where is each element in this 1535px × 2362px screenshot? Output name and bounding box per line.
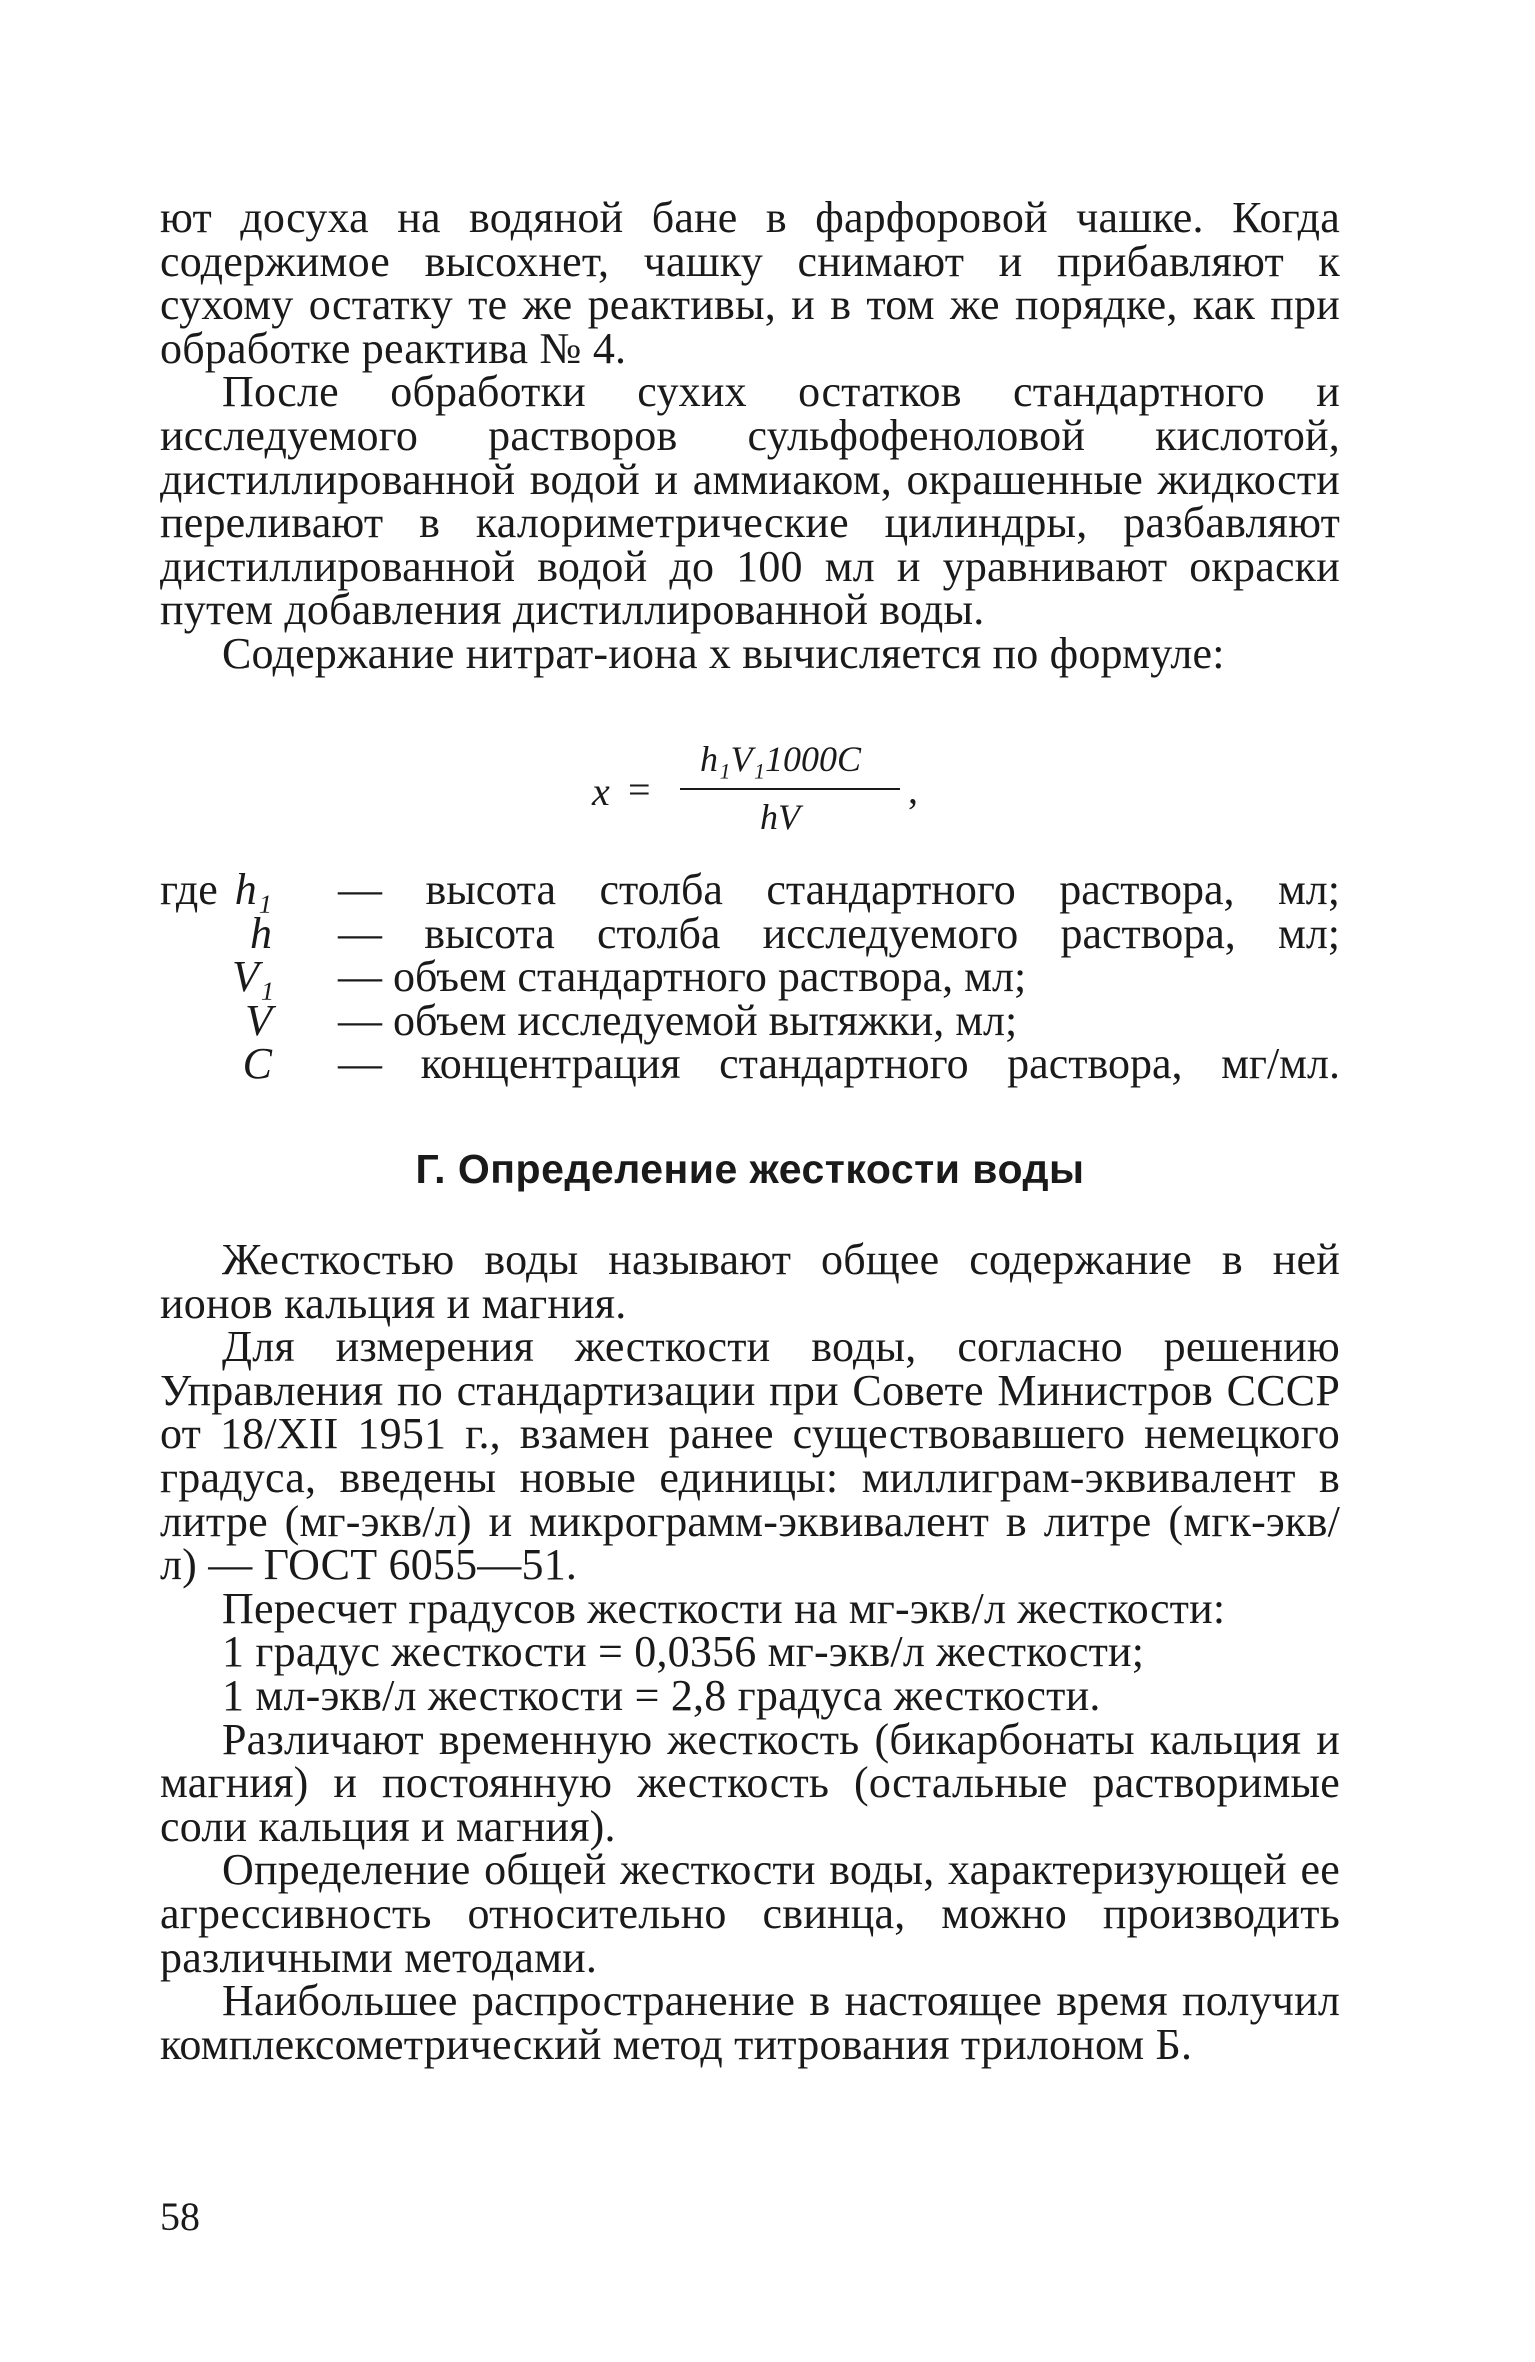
paragraph-conversion: Пересчет градусов жесткости на мг-экв/л жесткости: — [222, 1583, 1226, 1633]
paragraph-nitrate-content: Содержание нитрат-иона x вычисляется по формуле: — [222, 628, 1225, 678]
definition-row — [160, 865, 1340, 914]
body-bottom — [160, 1235, 1340, 2069]
variable-definitions — [160, 865, 1340, 1089]
formula-denominator: hV — [760, 797, 800, 837]
definition-symbol: h — [250, 908, 272, 958]
definition-symbol: V₁ — [232, 952, 275, 1002]
definition-row — [160, 1039, 1340, 1089]
where-lead: где — [160, 865, 218, 914]
paragraph-processing: После обработки сухих остатков стандартного и исследуемого растворов сульфофеноловой кислотой, дистиллированной водой и аммиаком, окрашенные жидкости переливают в калориметрические цилиндры, разбавляют дистиллированной водой до 100 мл и уравнивают окраски путем добавления дистиллированной воды. — [160, 367, 1340, 635]
formula-comma: , — [908, 767, 918, 812]
formula-numerator: h₁V₁1000C — [700, 739, 862, 779]
definition-text: — высота столба исследуемого раствора, мл; — [338, 908, 1340, 958]
body-top — [160, 193, 1340, 678]
page-number: 58 — [160, 2194, 200, 2239]
section-heading: Г. Определение жесткости воды — [415, 1146, 1085, 1192]
definition-symbol: h₁ — [234, 865, 272, 914]
formula-equals: = — [628, 767, 651, 812]
paragraph-methods: Определение общей жесткости воды, характеризующей ее агрессивность относительно свинца, можно производить различными методами. — [160, 1845, 1340, 1982]
definition-text: — объем исследуемой вытяжки, мл; — [338, 995, 1018, 1045]
definition-row — [160, 952, 1340, 1002]
definition-symbol: V — [245, 995, 272, 1045]
paragraph-complexometric: Наибольшее распространение в настоящее время получил комплексометрический метод титрования трилоном Б. — [160, 1976, 1340, 2069]
paragraph-continuation: ют досуха на водяной бане в фарфоровой чашке. Когда содержимое высохнет, чашку снимают и прибавляют к сухому остатку те же реактивы, и в том же порядке, как при обработке реактива № 4. — [160, 193, 1340, 373]
paragraph-hardness-types: Различают временную жесткость (бикарбонаты кальция и магния) и постоянную жесткость (остальные растворимые соли кальция и магния). — [160, 1714, 1340, 1851]
definition-text: — объем стандартного раствора, мл; — [338, 952, 1027, 1002]
definition-text: — высота столба стандартного раствора, мл; — [338, 865, 1340, 914]
paragraph-conversion-1: 1 градус жесткости = 0,0356 мг-экв/л жесткости; — [222, 1627, 1145, 1677]
paragraph-conversion-2: 1 мл-экв/л жесткости = 2,8 градуса жесткости. — [222, 1670, 1101, 1720]
fraction-bar — [680, 788, 900, 790]
formula-lhs: x — [592, 769, 610, 814]
nitrate-formula — [160, 739, 1340, 837]
paragraph-hardness-definition: Жесткостью воды называют общее содержание в ней ионов кальция и магния. — [160, 1235, 1340, 1328]
definition-text: — концентрация стандартного раствора, мг/мл. — [338, 1039, 1340, 1089]
definition-symbol: C — [242, 1039, 272, 1089]
paragraph-units: Для измерения жесткости воды, согласно решению Управления по стандартизации при Совете Министров СССР от 18/XII 1951 г., взамен ранее существовавшего немецкого градуса, введены новые единицы: миллиграм-эквивалент в литре (мг-экв/л) и микрограмм-эквивалент в литре (мгк-экв/л) — ГОСТ 6055—51. — [160, 1322, 1340, 1590]
definition-row — [160, 908, 1340, 958]
definition-row — [160, 995, 1340, 1045]
